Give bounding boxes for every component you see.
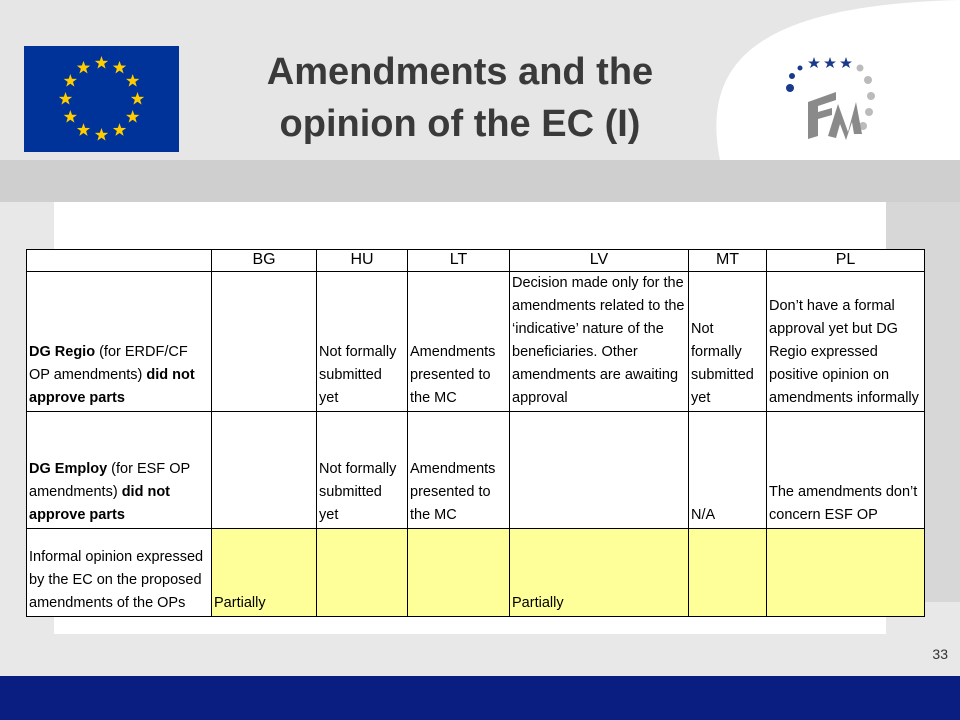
slide-number: 33 (932, 646, 948, 662)
title-line-1: Amendments and the (266, 51, 654, 93)
footer-bar (0, 676, 960, 720)
efm-logo-icon (778, 52, 888, 152)
column-header (27, 250, 212, 272)
table-cell: Partially (212, 529, 317, 617)
table-cell: Not formally submitted yet (317, 412, 408, 529)
table-cell: Decision made only for the amendments related to the ‘indicative’ nature of the beneficiaries. Other amendments are awaiting approval (510, 272, 689, 412)
row-label-bold: did not approve parts (29, 367, 195, 406)
table-cell: Don’t have a formal approval yet but DG Regio expressed positive opinion on amendments informally (767, 272, 925, 412)
eu-flag-icon (24, 46, 179, 152)
table-cell: Amendments presented to the MC (408, 412, 510, 529)
table-cell: The amendments don’t concern ESF OP (767, 412, 925, 529)
row-label-bold: did not approve parts (29, 484, 171, 523)
table-cell (212, 412, 317, 529)
table-cell: Not formally submitted yet (317, 272, 408, 412)
row-label-normal: (for ESF OP amendments) (29, 461, 190, 500)
table-cell (212, 272, 317, 412)
table-cell: N/A (689, 412, 767, 529)
column-header: BG (212, 250, 317, 272)
column-header: LV (510, 250, 689, 272)
table-cell (408, 529, 510, 617)
row-label-normal: (for ERDF/CF OP amendments) (29, 344, 188, 383)
table-cell (317, 529, 408, 617)
table-header-row (27, 250, 925, 272)
row-label-bold: DG Regio (29, 344, 96, 360)
table-cell (510, 412, 689, 529)
row-label (27, 412, 212, 529)
column-header: LT (408, 250, 510, 272)
table-row (27, 412, 925, 529)
row-label (27, 272, 212, 412)
column-header: MT (689, 250, 767, 272)
column-header: HU (317, 250, 408, 272)
table-row (27, 272, 925, 412)
table-cell (767, 529, 925, 617)
table-cell: Amendments presented to the MC (408, 272, 510, 412)
table-cell: Not formally submitted yet (689, 272, 767, 412)
table-cell (689, 529, 767, 617)
table-row (27, 529, 925, 617)
header-band (0, 160, 960, 202)
row-label: Informal opinion expressed by the EC on the proposed amendments of the OPs (27, 529, 212, 617)
row-label-bold: DG Employ (29, 461, 108, 477)
title-line-2: opinion of the EC (I) (279, 103, 641, 145)
column-header: PL (767, 250, 925, 272)
table-cell: Partially (510, 529, 689, 617)
page-title (200, 46, 720, 150)
amendments-table (26, 249, 925, 617)
